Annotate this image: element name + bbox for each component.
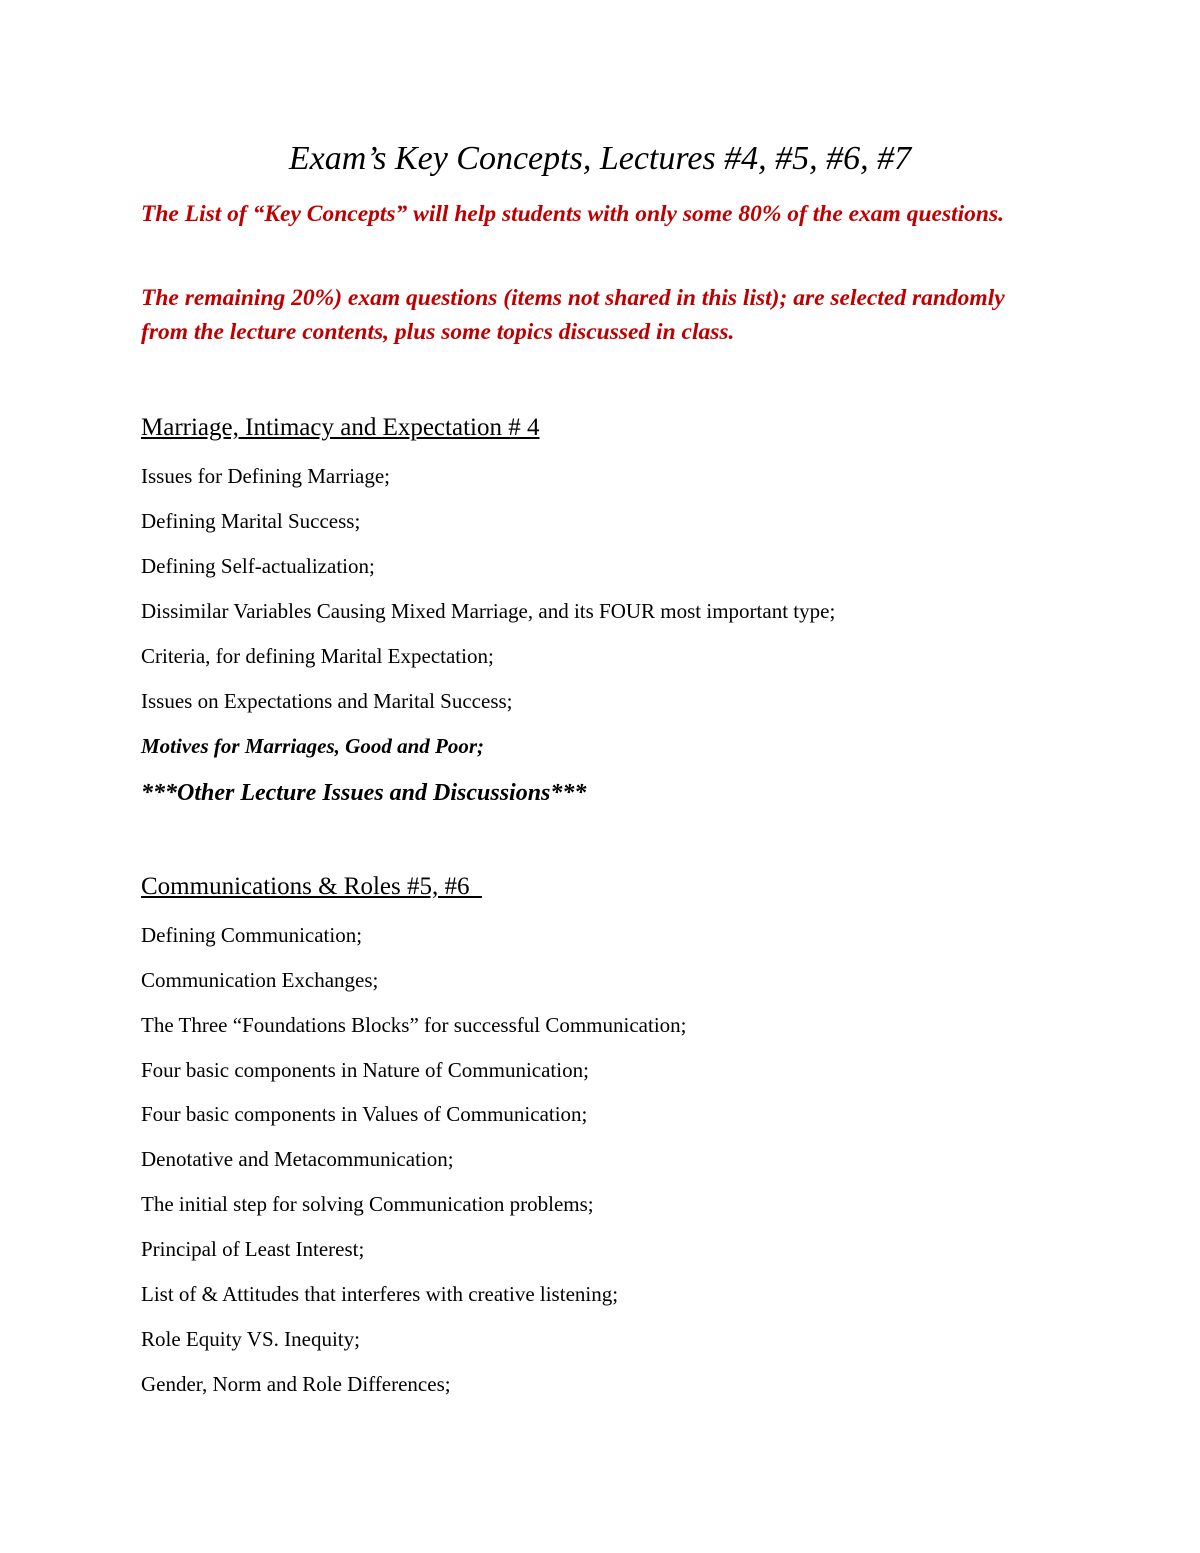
list-item: Dissimilar Variables Causing Mixed Marriage, and its FOUR most important type;: [141, 599, 836, 623]
list-item: Issues for Defining Marriage;: [141, 464, 391, 488]
list-item: Defining Marital Success;: [141, 509, 361, 533]
list-item: List of & Attitudes that interferes with creative listening;: [141, 1282, 619, 1306]
list-item: The initial step for solving Communication problems;: [141, 1192, 594, 1216]
list-item-emphasized: Motives for Marriages, Good and Poor;: [141, 734, 485, 758]
list-item: Issues on Expectations and Marital Success;: [141, 689, 513, 713]
list-item: Defining Communication;: [141, 923, 363, 947]
section-heading-communications: Communications & Roles #5, #6: [141, 873, 482, 900]
intro-paragraph-remaining: The remaining 20%) exam questions (items not shared in this list); are selected randomly from the lecture contents, plus some topics discussed in class.: [141, 285, 1005, 345]
list-item: Principal of Least Interest;: [141, 1237, 365, 1261]
section-heading-marriage: Marriage, Intimacy and Expectation # 4: [141, 414, 540, 441]
list-item-other-issues: ***Other Lecture Issues and Discussions***: [141, 780, 587, 806]
list-item: Four basic components in Values of Communication;: [141, 1102, 588, 1126]
list-item: Role Equity VS. Inequity;: [141, 1327, 360, 1351]
list-item: The Three “Foundations Blocks” for successful Communication;: [141, 1013, 687, 1037]
page-title: Exam’s Key Concepts, Lectures #4, #5, #6, #7: [288, 140, 912, 177]
list-item: Denotative and Metacommunication;: [141, 1147, 454, 1171]
intro-paragraph-coverage: The List of “Key Concepts” will help students with only some 80% of the exam questions.: [141, 201, 1005, 227]
list-item: Communication Exchanges;: [141, 968, 379, 992]
list-item: Defining Self-actualization;: [141, 554, 375, 578]
list-item: Criteria, for defining Marital Expectation;: [141, 644, 494, 668]
list-item: Gender, Norm and Role Differences;: [141, 1372, 451, 1396]
list-item: Four basic components in Nature of Communication;: [141, 1058, 589, 1082]
